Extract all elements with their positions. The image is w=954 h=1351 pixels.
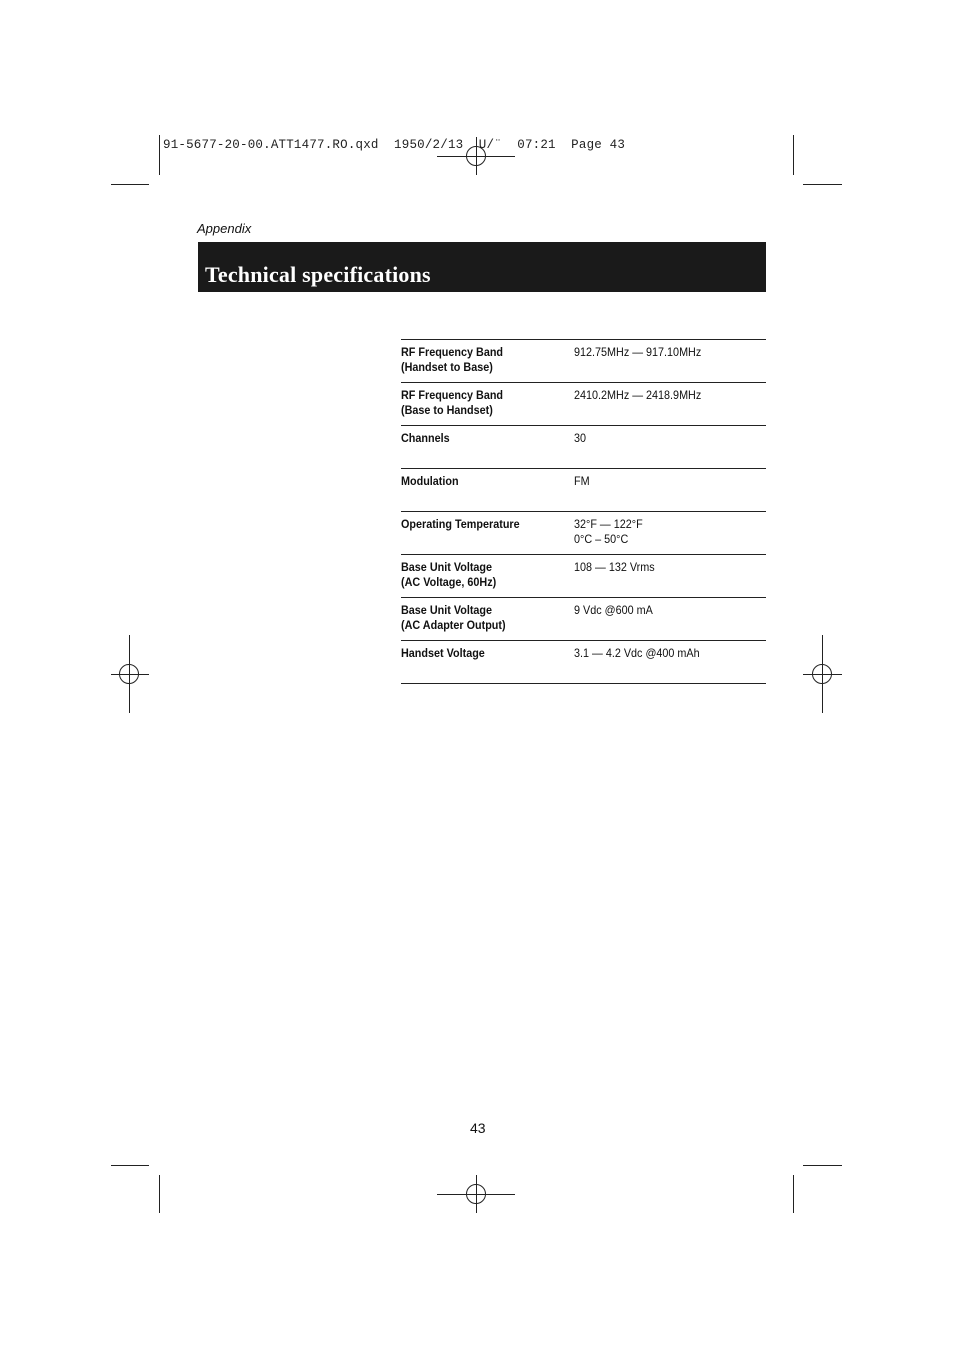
spec-label: RF Frequency Band (Handset to Base): [401, 345, 504, 374]
spec-value: 9 Vdc @600 mA: [574, 603, 653, 617]
spec-value: 108 — 132 Vrms: [574, 560, 655, 574]
spec-value: 2410.2MHz — 2418.9MHz: [574, 388, 702, 402]
page-title: Technical specifications: [205, 262, 431, 287]
spec-value: 3.1 — 4.2 Vdc @400 mAh: [574, 646, 700, 660]
spec-value: 30: [574, 431, 587, 445]
spec-row: [401, 383, 766, 426]
spec-row: [401, 512, 766, 555]
spec-row: [401, 598, 766, 641]
spec-label: RF Frequency Band (Base to Handset): [401, 388, 504, 417]
spec-label: Modulation: [401, 474, 459, 488]
spec-label: Operating Temperature: [401, 517, 520, 531]
spec-value: FM: [574, 474, 590, 488]
spec-row: [401, 426, 766, 469]
spec-row: [401, 555, 766, 598]
spec-label: Base Unit Voltage (AC Voltage, 60Hz): [401, 560, 497, 589]
spec-row: [401, 641, 766, 684]
section-label: Appendix: [197, 221, 252, 236]
title-bar: [198, 242, 766, 292]
spec-value: 32°F — 122°F 0°C – 50°C: [574, 517, 643, 546]
spec-value: 912.75MHz — 917.10MHz: [574, 345, 702, 359]
spec-row: [401, 340, 766, 383]
spec-label: Base Unit Voltage (AC Adapter Output): [401, 603, 506, 632]
print-slug: 91-5677-20-00.ATT1477.RO.qxd 1950/2/13 U/¨ 07:21 Page 43: [163, 138, 626, 152]
spec-label: Channels: [401, 431, 450, 445]
spec-table: [401, 339, 766, 684]
page-number: 43: [470, 1120, 486, 1136]
spec-label: Handset Voltage: [401, 646, 485, 660]
spec-row: [401, 469, 766, 512]
